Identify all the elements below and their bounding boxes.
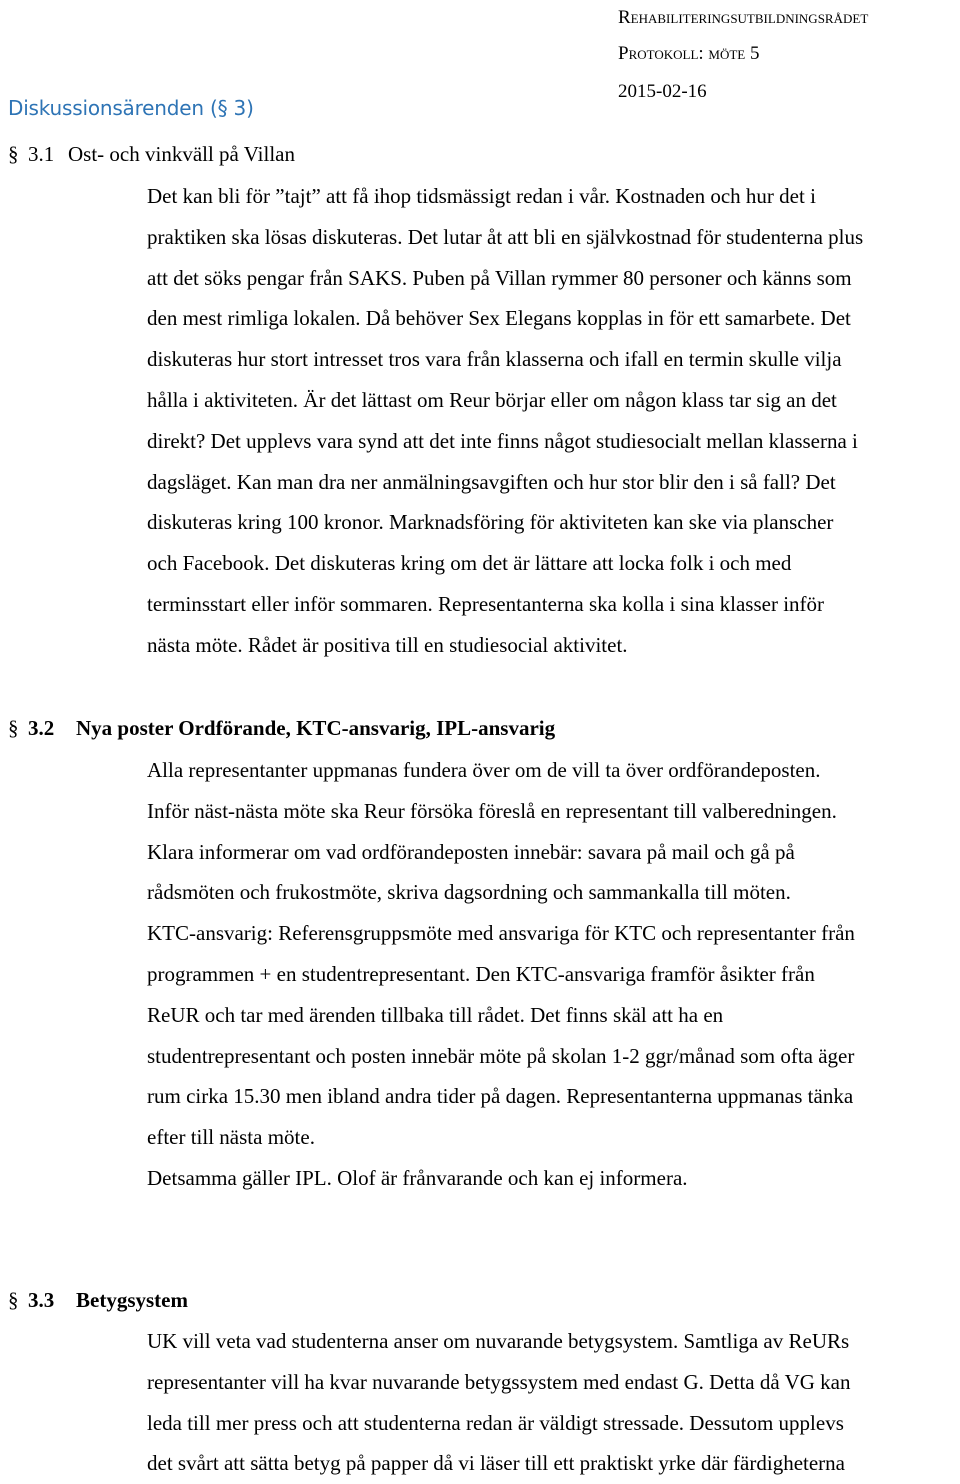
item-body-3-1 (147, 176, 952, 666)
item-heading-3-1 (8, 142, 295, 167)
section-sign: § (8, 716, 19, 740)
body-line: terminsstart eller inför sommaren. Representanterna ska kolla i sina klasser inför (147, 591, 825, 616)
document-header (618, 0, 942, 110)
meeting-date: 2015-02-16 (618, 81, 707, 102)
body-line: den mest rimliga lokalen. Då behöver Sex Elegans kopplas in för ett samarbete. Det (147, 306, 851, 331)
organization-name: Rehabiliteringsutbildningsrådet (618, 7, 869, 28)
body-line: direkt? Det upplevs vara synd att det inte finns något studiesocialt mellan klasserna i (147, 428, 858, 453)
body-line: efter till nästa möte. (147, 1125, 315, 1150)
item-heading-3-3 (8, 1288, 188, 1313)
body-line: studentrepresentant och posten innebär möte på skolan 1-2 ggr/månad som ofta äger (147, 1043, 855, 1068)
body-line: rådsmöten och frukostmöte, skriva dagsordning och sammankalla till möten. (147, 880, 791, 905)
body-line: rum cirka 15.30 men ibland andra tider på dagen. Representanterna uppmanas tänka (147, 1084, 854, 1109)
item-title: Betygsystem (76, 1288, 188, 1312)
body-line: dagsläget. Kan man dra ner anmälningsavgiften och hur stor blir den i så fall? Det (147, 469, 836, 494)
body-line: praktiken ska lösas diskuteras. Det lutar åt att bli en självkostnad för studenterna plus (147, 224, 864, 249)
body-line: att det söks pengar från SAKS. Puben på Villan rymmer 80 personer och känns som (147, 265, 852, 290)
body-line: diskuteras hur stort intresset tros vara från klasserna och ifall en termin skulle vilja (147, 347, 842, 372)
item-body-3-2 (147, 750, 952, 1199)
body-line: leda till mer press och att studenterna redan är väldigt stressade. Dessutom upplevs (147, 1410, 844, 1435)
item-title: Ost- och vinkväll på Villan (68, 142, 295, 166)
body-line: representanter vill ha kvar nuvarande betygssystem med endast G. Detta då VG kan (147, 1369, 851, 1394)
body-line: Alla representanter uppmanas fundera över om de vill ta över ordförandeposten. (147, 758, 821, 782)
body-line: och Facebook. Det diskuteras kring om det är lättare att locka folk i och med (147, 551, 792, 576)
item-body-3-3 (147, 1321, 952, 1484)
body-line: nästa möte. Rådet är positiva till en studiesocial aktivitet. (147, 632, 628, 657)
body-line: UK vill veta vad studenterna anser om nuvarande betygsystem. Samtliga av ReURs (147, 1329, 850, 1353)
section-title: Diskussionsärenden (§ 3) (8, 96, 254, 120)
item-title: Nya poster Ordförande, KTC-ansvarig, IPL-ansvarig (76, 716, 556, 740)
body-line: Detsamma gäller IPL. Olof är frånvarande och kan ej informera. (147, 1165, 688, 1190)
body-line: KTC-ansvarig: Referensgruppsmöte med ansvariga för KTC och representanter från (147, 921, 855, 946)
body-line: hålla i aktiviteten. Är det lättast om Reur börjar eller om någon klass tar sig an det (147, 387, 837, 412)
item-heading-3-2 (8, 716, 555, 741)
body-line: det svårt att sätta betyg på papper då vi läser till ett praktiskt yrke där färdigheterna (147, 1451, 845, 1476)
body-line: Inför näst-nästa möte ska Reur försöka föreslå en representant till valberedningen. (147, 798, 837, 823)
body-line: diskuteras kring 100 kronor. Marknadsföring för aktiviteten kan ske via planscher (147, 510, 834, 535)
body-line: ReUR och tar med ärenden tillbaka till rådet. Det finns skäl att ha en (147, 1002, 724, 1027)
protocol-label: Protokoll: möte 5 (618, 43, 760, 64)
body-line: Klara informerar om vad ordförandeposten innebär: savara på mail och gå på (147, 839, 795, 864)
item-number: 3.3 (28, 1288, 55, 1312)
body-line: Det kan bli för ”tajt” att få ihop tidsmässigt redan i vår. Kostnaden och hur det i (147, 184, 816, 208)
item-number: 3.1 (28, 142, 55, 166)
item-number: 3.2 (28, 716, 55, 740)
body-line: programmen + en studentrepresentant. Den KTC-ansvariga framför åsikter från (147, 961, 815, 986)
section-sign: § (8, 142, 19, 166)
section-sign: § (8, 1288, 19, 1312)
